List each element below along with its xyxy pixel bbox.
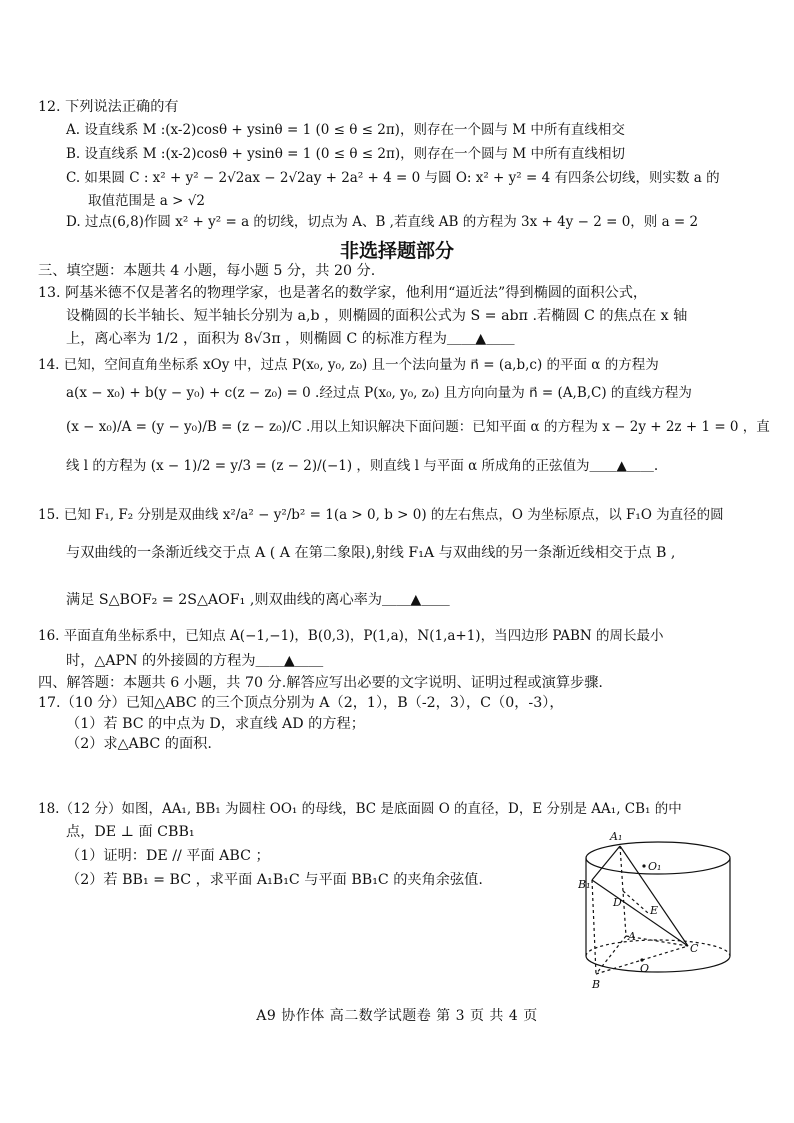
solve-header: 四、解答题：本题共 6 小题，共 70 分.解答应写出必要的文字说明、证明过程或演算步骤. bbox=[38, 675, 603, 691]
label-a: A bbox=[628, 930, 636, 943]
label-o: O bbox=[640, 962, 650, 975]
q15-line1: 15. 已知 F₁, F₂ 分别是双曲线 x²/a² − y²/b² = 1(a > 0, b > 0) 的左右焦点，O 为坐标原点，以 F₁O 为直径的圆 bbox=[38, 507, 724, 523]
edge-b1-b bbox=[592, 880, 596, 974]
q18-line1: 18.（12 分）如图，AA₁, BB₁ 为圆柱 OO₁ 的母线，BC 是底面圆 O 的直径，D，E 分别是 AA₁, CB₁ 的中 bbox=[38, 801, 682, 817]
section-title: 非选择题部分 bbox=[339, 240, 454, 262]
q12-option-d: D. 过点(6,8)作圆 x² + y² = a 的切线，切点为 A、B ,若直线 AB 的方程为 3x + 4y − 2 = 0，则 a = 2 bbox=[66, 214, 699, 230]
label-o1: O₁ bbox=[648, 860, 662, 873]
label-b: B bbox=[592, 978, 601, 991]
q18-part1: （1）证明：DE // 平面 ABC ； bbox=[66, 848, 270, 864]
label-e: E bbox=[650, 904, 659, 917]
point-o1 bbox=[642, 864, 645, 867]
bottom-ellipse-back bbox=[586, 940, 730, 956]
q12-option-a: A. 设直线系 M :(x-2)cosθ + ysinθ = 1 (0 ≤ θ ≤ 2π)，则存在一个圆与 M 中所有直线相交 bbox=[66, 122, 625, 138]
q12-option-c-line2: 取值范围是 a > √2 bbox=[88, 193, 205, 209]
edge-a1-b1 bbox=[592, 846, 620, 880]
q17-part2: （2）求△ABC 的面积. bbox=[66, 736, 212, 752]
label-d: D bbox=[613, 896, 622, 909]
q13-line1: 13. 阿基米德不仅是著名的物理学家，也是著名的数学家，他利用“逼近法”得到椭圆的面积公式， bbox=[38, 285, 648, 301]
q16-line1: 16. 平面直角坐标系中，已知点 A(−1,−1)，B(0,3)，P(1,a)，N(1,a+1)，当四边形 PABN 的周长最小 bbox=[38, 628, 664, 644]
q18-part2: （2）若 BB₁ = BC ，求平面 A₁B₁C 与平面 BB₁C 的夹角余弦值. bbox=[66, 872, 483, 888]
fill-in-header: 三、填空题：本题共 4 小题，每小题 5 分，共 20 分. bbox=[38, 263, 376, 279]
q15-line2: 与双曲线的一条渐近线交于点 A ( A 在第二象限),射线 F₁A 与双曲线的另一条渐近线相交于点 B , bbox=[66, 545, 676, 561]
q14-line4: 线 l 的方程为 (x − 1)/2 = y/3 = (z − 2)/(−1) ，则直线 l 与平面 α 所成角的正弦值为＿＿▲＿＿. bbox=[66, 458, 659, 474]
bottom-ellipse-front bbox=[586, 956, 730, 972]
label-c: C bbox=[690, 942, 699, 955]
q13-line3: 上，离心率为 1/2 ，面积为 8√3π ，则椭圆 C 的标准方程为＿＿▲＿＿ bbox=[66, 331, 515, 347]
label-a1: A₁ bbox=[610, 830, 623, 843]
edge-b1-c bbox=[592, 880, 688, 946]
q12-stem: 12. 下列说法正确的有 bbox=[38, 99, 179, 115]
q14-line1: 14. 已知，空间直角坐标系 xOy 中，过点 P(x₀, y₀, z₀) 且一个法向量为 n⃗ = (a,b,c) 的平面 α 的方程为 bbox=[38, 357, 659, 373]
q14-line3: (x − x₀)/A = (y − y₀)/B = (z − z₀)/C .用以上知识解决下面问题：已知平面 α 的方程为 x − 2y + 2z + 1 = 0 ，直 bbox=[66, 419, 770, 435]
q12-option-b: B. 设直线系 M :(x-2)cosθ + ysinθ = 1 (0 ≤ θ ≤ 2π)，则存在一个圆与 M 中所有直线相切 bbox=[66, 146, 626, 162]
cylinder-figure bbox=[578, 828, 738, 993]
q13-line2: 设椭圆的长半轴长、短半轴长分别为 a,b ，则椭圆的面积公式为 S = abπ .若椭圆 C 的焦点在 x 轴 bbox=[66, 308, 688, 324]
q18-line2: 点，DE ⊥ 面 CBB₁ bbox=[66, 824, 195, 840]
q14-line2: a(x − x₀) + b(y − y₀) + c(z − z₀) = 0 .经过点 P(x₀, y₀, z₀) 且方向向量为 n⃗ = (A,B,C) 的直线方程为 bbox=[66, 385, 692, 401]
q16-line2: 时，△APN 的外接圆的方程为＿＿▲＿＿ bbox=[66, 653, 324, 669]
page-footer: A9 协作体 高二数学试题卷 第 3 页 共 4 页 bbox=[256, 1008, 538, 1024]
label-b1: B₁ bbox=[578, 878, 591, 891]
q15-line3: 满足 S△BOF₂ = 2S△AOF₁ ,则双曲线的离心率为＿＿▲＿＿ bbox=[66, 592, 450, 608]
q12-option-c-line1: C. 如果圆 C : x² + y² − 2√2ax − 2√2ay + 2a² + 4 = 0 与圆 O: x² + y² = 4 有四条公切线，则实数 a 的 bbox=[66, 170, 720, 186]
q17-part1: （1）若 BC 的中点为 D，求直线 AD 的方程； bbox=[66, 716, 365, 732]
q17-stem: 17.（10 分）已知△ABC 的三个顶点分别为 A（2，1），B（-2，3），C（0，-3）， bbox=[38, 695, 564, 711]
